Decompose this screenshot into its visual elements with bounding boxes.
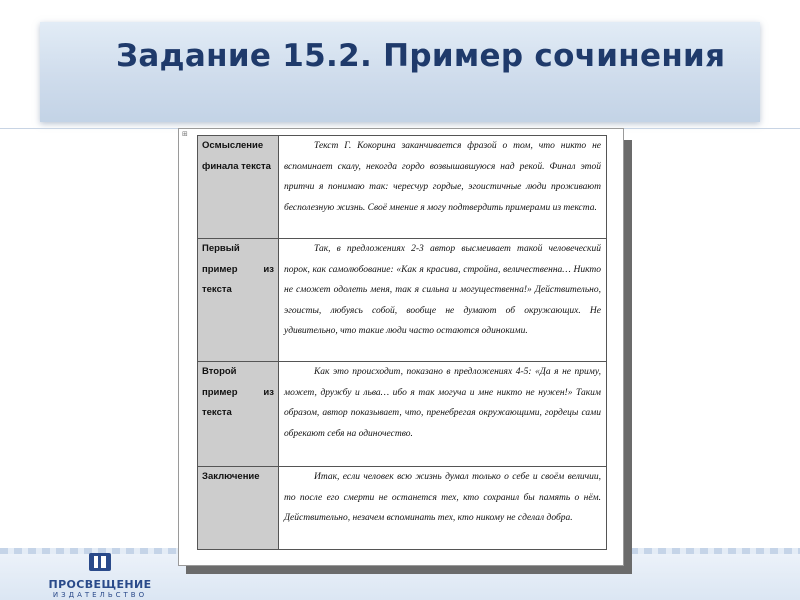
row-text: Так, в предложениях 2-3 автор высмеивает такой человеческий порок, как самолюбование: «Как я красива, стройна, величественна… Никто не сможет одолеть меня, так я сильна и могущественна!» Действительно, эгоисты, любуясь собой, вообще не думают об окружающих. Не удивительно, что такие люди часто остаются одинокими. bbox=[279, 239, 607, 362]
essay-table bbox=[197, 135, 607, 550]
row-label: Осмысление финала текста bbox=[198, 136, 279, 239]
publisher-name: ПРОСВЕЩЕНИЕ bbox=[48, 578, 152, 591]
row-label: Второй пример из текста bbox=[198, 362, 279, 467]
publisher-logo bbox=[40, 552, 160, 598]
row-text: Текст Г. Кокорина заканчивается фразой о том, что никто не вспоминает скалу, некогда гордо возвышавшуюся над рекой. Финал этой притчи я понимаю так: чересчур гордые, эгоистичные люди проживают бесполезную жизнь. Своё мнение я могу подтвердить примерами из текста. bbox=[279, 136, 607, 239]
table-anchor-icon: ⊞ bbox=[182, 130, 188, 138]
slide-title: Задание 15.2. Пример сочинения bbox=[116, 38, 726, 74]
table-row bbox=[198, 136, 607, 239]
row-text: Как это происходит, показано в предложениях 4-5: «Да я не приму, может, дружбу и льва… ибо я так могуча и мне никто не нужен!» Таким образом, автор показывает, что, пренебрегая окружающими, гордецы сами обрекают себя на одиночество. bbox=[279, 362, 607, 467]
row-text: Итак, если человек всю жизнь думал только о себе и своём величии, то после его смерти не останется тех, кто сохранил бы память о нём. Действительно, незачем вспоминать тех, кто никому не сделал добра. bbox=[279, 467, 607, 550]
row-label: Заключение bbox=[198, 467, 279, 550]
prosveshchenie-logo-icon bbox=[89, 553, 111, 571]
table-row bbox=[198, 467, 607, 550]
document-page bbox=[178, 128, 624, 566]
row-label: Первый пример из текста bbox=[198, 239, 279, 362]
publisher-subtitle: ИЗДАТЕЛЬСТВО bbox=[52, 591, 148, 599]
table-row bbox=[198, 239, 607, 362]
table-row bbox=[198, 362, 607, 467]
